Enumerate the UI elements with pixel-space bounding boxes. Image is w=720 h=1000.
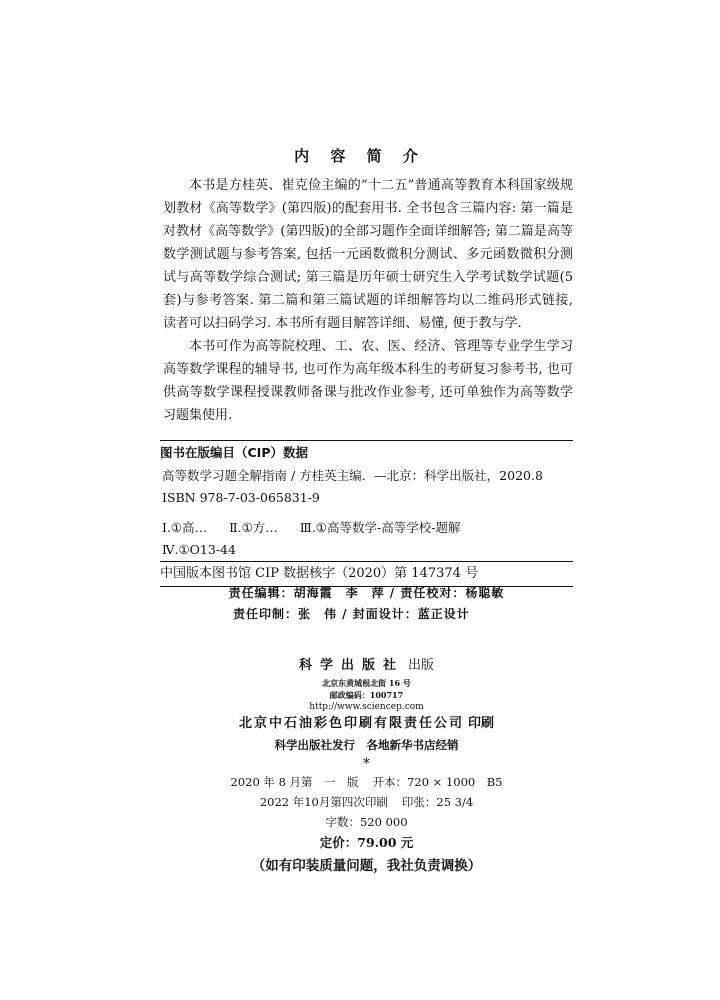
classify-item: Ⅱ.①方… (229, 520, 278, 535)
publisher-postcode: 邮政编码：100717 (329, 690, 404, 700)
summary-paragraph: 本书是方桂英、崔克俭主编的“十二五”普通高等教育本科国家级规划教材《高等数学》(第四版)的配套用书. 全书包含三篇内容: 第一篇是对教材《高等数学》(第四版)的全部习题作全面详细解答; 第二篇是高等数学测试题与参考答案, 包括一元函数微积分测试、多元函数微积分测试与高等数学综合测试; 第三篇是历年硕士研究生入学考试数学试题(5套)与参考答案. 第二篇和第三篇试题的详细解答均以二维码形式链接, 读者可以扫码学习. 本书所有题目解答详细、易懂, 便于教与学. (163, 178, 573, 331)
section-title: 内 容 简 介 (294, 147, 426, 165)
cip-book-line: 高等数学习题全解指南 / 方桂英主编．—北京：科学出版社，2020.8 (162, 468, 543, 483)
publisher-line (160, 655, 573, 677)
printer-suffix: 印刷 (468, 716, 495, 731)
edition-line (160, 772, 573, 792)
classify-item: Ⅰ.①高… (162, 520, 208, 535)
word-count: 字数：520 000 (325, 815, 408, 829)
classify-item: Ⅲ.①高等数学-高等学校-题解 (299, 520, 461, 535)
publisher-address: 北京东黄城根北街 16 号 (322, 678, 411, 688)
cip-heading: 图书在版编目（CIP）数据 (160, 445, 308, 460)
editor-credits: 责任编辑：胡海霞 李 萍 / 责任校对：杨聪敏 (228, 586, 505, 600)
cip-data-block (160, 440, 573, 587)
price: 定价：79.00 元 (319, 835, 414, 850)
separator-star: * (363, 756, 370, 772)
book-format: 开本：720 × 1000 B5 (372, 775, 503, 789)
cip-classification-code: Ⅳ.①O13-44 (162, 542, 236, 557)
cip-classification (160, 517, 573, 539)
quality-note: （如有印装质量问题，我社负责调换） (251, 858, 482, 874)
production-credits: 责任印制：张 伟 / 封面设计：蓝正设计 (233, 607, 470, 621)
cip-isbn: ISBN 978-7-03-065831-9 (162, 490, 320, 505)
printer-line (160, 714, 573, 734)
printer-name: 北京中石油彩色印刷有限责任公司 (238, 716, 464, 731)
publisher-url: http://www.sciencep.com (309, 702, 424, 712)
printing-line (160, 792, 573, 812)
publisher-info (160, 655, 573, 878)
cip-number: 中国版本图书馆 CIP 数据核字（2020）第 147374 号 (160, 566, 479, 581)
print-sheets: 印张：25 3/4 (401, 795, 474, 809)
edition-date: 2020 年 8 月第 一 版 (230, 775, 359, 789)
printing-date: 2022 年10月第四次印刷 (259, 795, 388, 809)
content-summary (163, 174, 573, 427)
summary-paragraph: 本书可作为高等院校理、工、农、医、经济、管理等专业学生学习高等数学课程的辅导书, 也可作为高年级本科生的考研复习参考书, 也可供高等数学课程授课教师备课与批改作业参考, 还可单独作为高等数学习题集使用. (163, 339, 573, 423)
distribution-line: 科学出版社发行 各地新华书店经销 (274, 738, 459, 752)
publisher-suffix: 出版 (408, 658, 435, 673)
publisher-name: 科学出版社 (298, 658, 404, 673)
